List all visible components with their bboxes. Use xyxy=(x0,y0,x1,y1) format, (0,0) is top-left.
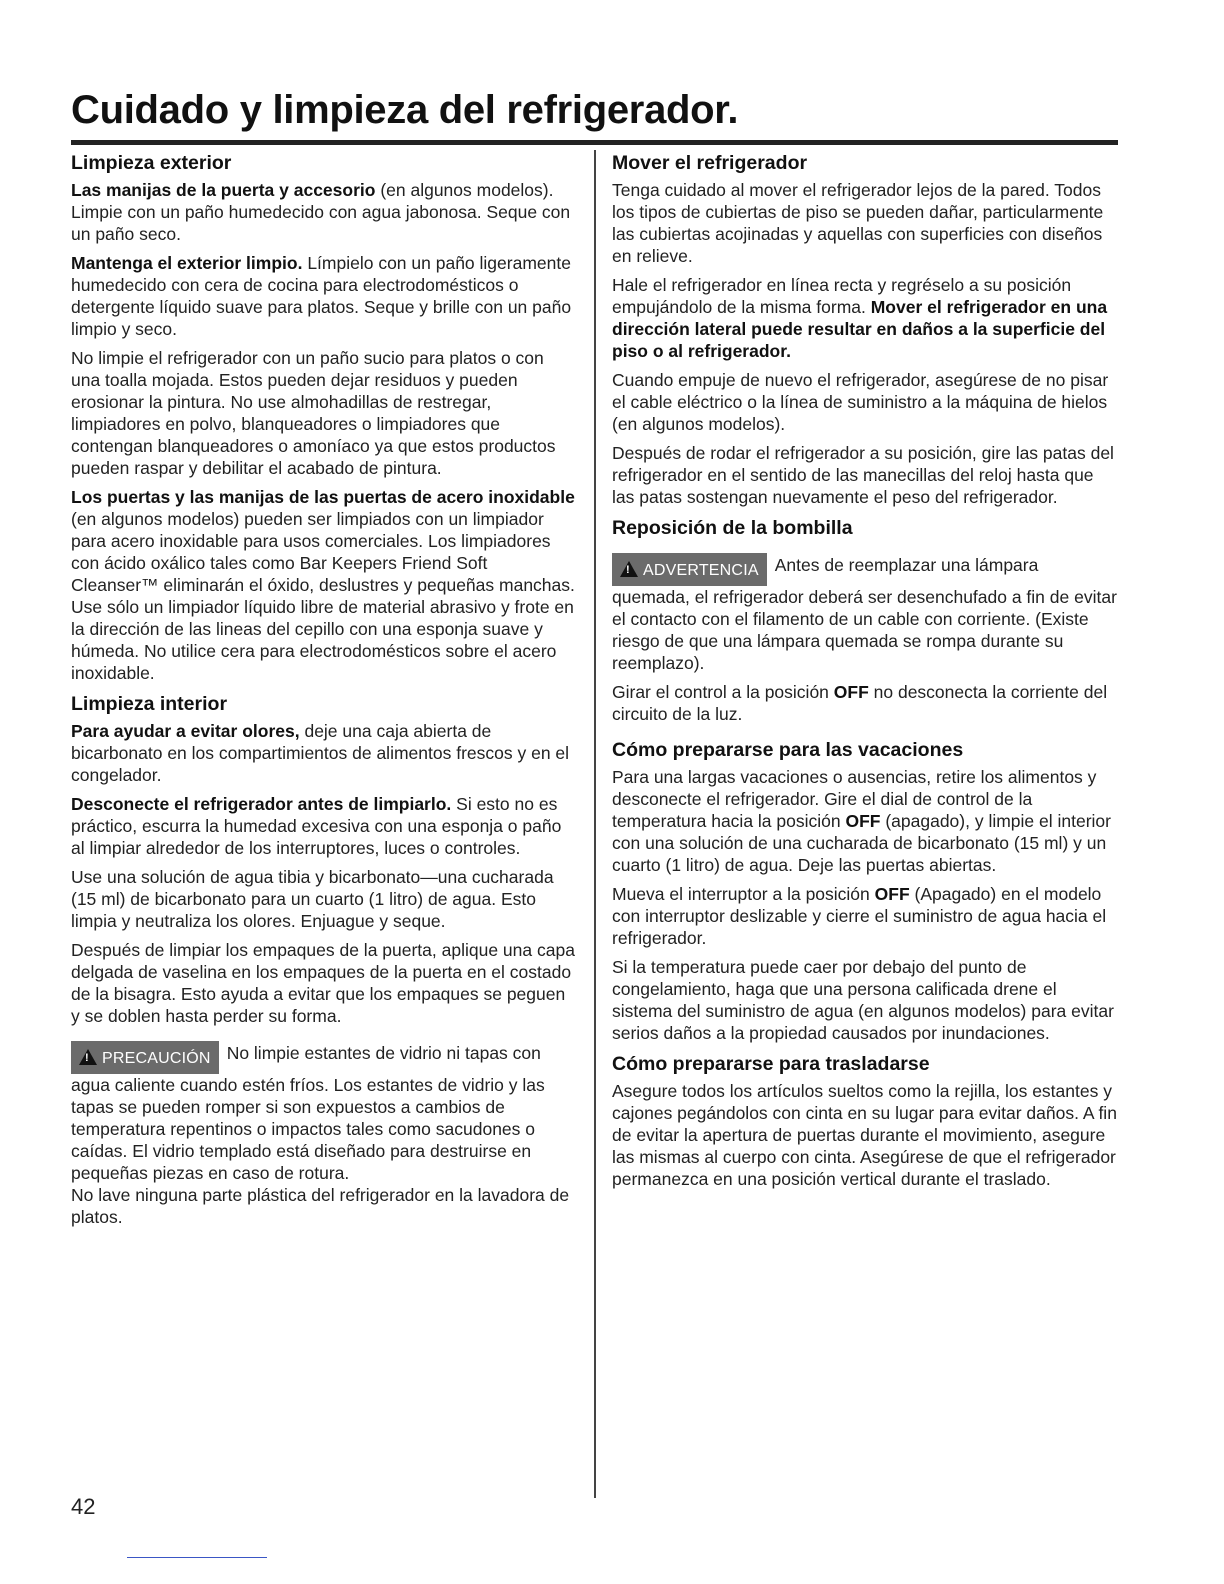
paragraph: Para una largas vacaciones o ausencias, retire los alimentos y desconecte el refrigerador. Gire el dial de control de la temperatura hacia la posición OFF (apagado), y limpie el interior con una solución de una cucharada de bicarbonato (15 ml) y un cuarto (1 litro) de agua. Deje las puertas abiertas. xyxy=(612,767,1111,875)
heading-limpieza-exterior: Limpieza exterior xyxy=(71,152,232,174)
heading-bombilla: Reposición de la bombilla xyxy=(612,517,853,539)
section-limpieza-interior xyxy=(71,691,577,1228)
column-divider xyxy=(594,150,596,1498)
paragraph: Mantenga el exterior limpio. Límpielo con un paño ligeramente humedecido con cera de cocina para electrodomésticos o detergente líquido suave para platos. Seque y brille con un paño limpio y seco. xyxy=(71,253,572,339)
paragraph: Desconecte el refrigerador antes de limpiarlo. Si esto no es práctico, escurra la humedad excesiva con una esponja o paño al limpiar alrededor de los interruptores, luces o controles. xyxy=(71,794,562,858)
warning-triangle-icon: ! xyxy=(79,1049,97,1065)
heading-trasladarse: Cómo prepararse para trasladarse xyxy=(612,1053,930,1075)
page-number: 42 xyxy=(71,1494,96,1519)
section-trasladarse xyxy=(612,1051,1118,1190)
right-column xyxy=(612,150,1118,1197)
caution-notice: ! PRECAUCIÓN No limpie estantes de vidrio ni tapas con agua caliente cuando estén fríos. Los estantes de vidrio y las tapas se pueden romper si son expuestos a cambios de temperatura repentinos o impactos tales como sacudones o caídas. El vidrio templado está diseñado para destruirse en pequeñas piezas en caso de rotura. xyxy=(71,1043,545,1183)
paragraph: No limpie el refrigerador con un paño sucio para platos o con una toalla mojada. Estos pueden dejar residuos y pueden erosionar la pintura. No use almohadillas de restregar, limpiadores en polvo, blanqueadores o limpiadores que contengan blanqueadores o amoníaco ya que estos productos pueden raspar y debilitar el acabado de pintura. xyxy=(71,348,556,478)
warning-triangle-icon: ! xyxy=(620,561,638,577)
paragraph: Los puertas y las manijas de las puertas de acero inoxidable (en algunos modelos) pueden ser limpiados con un limpiador para acero inoxidable para usos comerciales. Los limpiadores con ácido oxálico tales como Bar Keepers Friend Soft Cleanser™ eliminarán el óxido, deslustres y pequeñas manchas. Use sólo un limpiador líquido libre de material abrasivo y frote en la dirección de las lineas del cepillo con una esponja suave y húmeda. No utilice cera para electrodomésticos sobre el acero inoxidable. xyxy=(71,487,575,683)
paragraph: Use una solución de agua tibia y bicarbonato—una cucharada (15 ml) de bicarbonato para un cuarto (1 litro) de agua. Esto limpia y neutraliza los olores. Enjuague y seque. xyxy=(71,867,554,931)
paragraph: Para ayudar a evitar olores, deje una caja abierta de bicarbonato en los compartimientos de alimentos frescos y en el congelador. xyxy=(71,721,570,785)
paragraph: Hale el refrigerador en línea recta y regréselo a su posición empujándolo de la misma forma. Mover el refrigerador en una dirección lateral puede resultar en daños a la superficie del piso o al refrigerador. xyxy=(612,275,1108,361)
left-column xyxy=(71,150,577,1235)
footer-line xyxy=(127,1557,267,1558)
paragraph: Girar el control a la posición OFF no desconecta la corriente del circuito de la luz. xyxy=(612,682,1108,724)
section-vacaciones xyxy=(612,737,1118,1044)
paragraph: Las manijas de la puerta y accesorio (en algunos modelos). Limpie con un paño humedecido con agua jabonosa. Seque con un paño seco. xyxy=(71,180,571,244)
paragraph: Después de rodar el refrigerador a su posición, gire las patas del refrigerador en el sentido de las manecillas del reloj hasta que las patas sostengan nuevamente el peso del refrigerador. xyxy=(612,443,1114,507)
heading-vacaciones: Cómo prepararse para las vacaciones xyxy=(612,739,964,761)
paragraph: Si la temperatura puede caer por debajo del punto de congelamiento, haga que una persona calificada drene el sistema del suministro de agua (en algunos modelos) para evitar serios daños a la propiedad causados por inundaciones. xyxy=(612,957,1114,1043)
warning-notice: ! ADVERTENCIA Antes de reemplazar una lámpara quemada, el refrigerador deberá ser desenchufado a fin de evitar el contacto con el filamento de un cable con corriente. (Existe riesgo de que una lámpara quemada se rompa durante su reemplazo). xyxy=(612,555,1117,673)
paragraph: Cuando empuje de nuevo el refrigerador, asegúrese de no pisar el cable eléctrico o la línea de suministro a la máquina de hielos (en algunos modelos). xyxy=(612,370,1109,434)
heading-mover: Mover el refrigerador xyxy=(612,152,808,174)
section-mover xyxy=(612,150,1118,508)
heading-limpieza-interior: Limpieza interior xyxy=(71,693,228,715)
warning-badge: ! ADVERTENCIA xyxy=(612,553,767,586)
caution-badge: ! PRECAUCIÓN xyxy=(71,1041,219,1074)
paragraph: Tenga cuidado al mover el refrigerador lejos de la pared. Todos los tipos de cubiertas de piso se pueden dañar, particularmente las cubiertas acojinadas y aquellas con superficies con diseños en relieve. xyxy=(612,180,1104,266)
title-rule xyxy=(71,140,1118,145)
paragraph: Asegure todos los artículos sueltos como la rejilla, los estantes y cajones pegándolos con cinta en su lugar para evitar daños. A fin de evitar la apertura de puertas durante el movimiento, asegure las mismas al cuerpo con cinta. Asegúrese de que el refrigerador permanezca en una posición vertical durante el traslado. xyxy=(612,1081,1117,1189)
section-limpieza-exterior xyxy=(71,150,577,684)
page-title: Cuidado y limpieza del refrigerador. xyxy=(71,88,739,132)
section-bombilla xyxy=(612,515,1118,725)
paragraph: Mueva el interruptor a la posición OFF (Apagado) en el modelo con interruptor deslizable y cierre el suministro de agua hacia el refrigerador. xyxy=(612,884,1107,948)
paragraph: Después de limpiar los empaques de la puerta, aplique una capa delgada de vaselina en los empaques de la puerta en el costado de la bisagra. Esto ayuda a evitar que los empaques se peguen y se doblen hasta perder su forma. xyxy=(71,940,575,1026)
paragraph: No lave ninguna parte plástica del refrigerador en la lavadora de platos. xyxy=(71,1185,570,1227)
